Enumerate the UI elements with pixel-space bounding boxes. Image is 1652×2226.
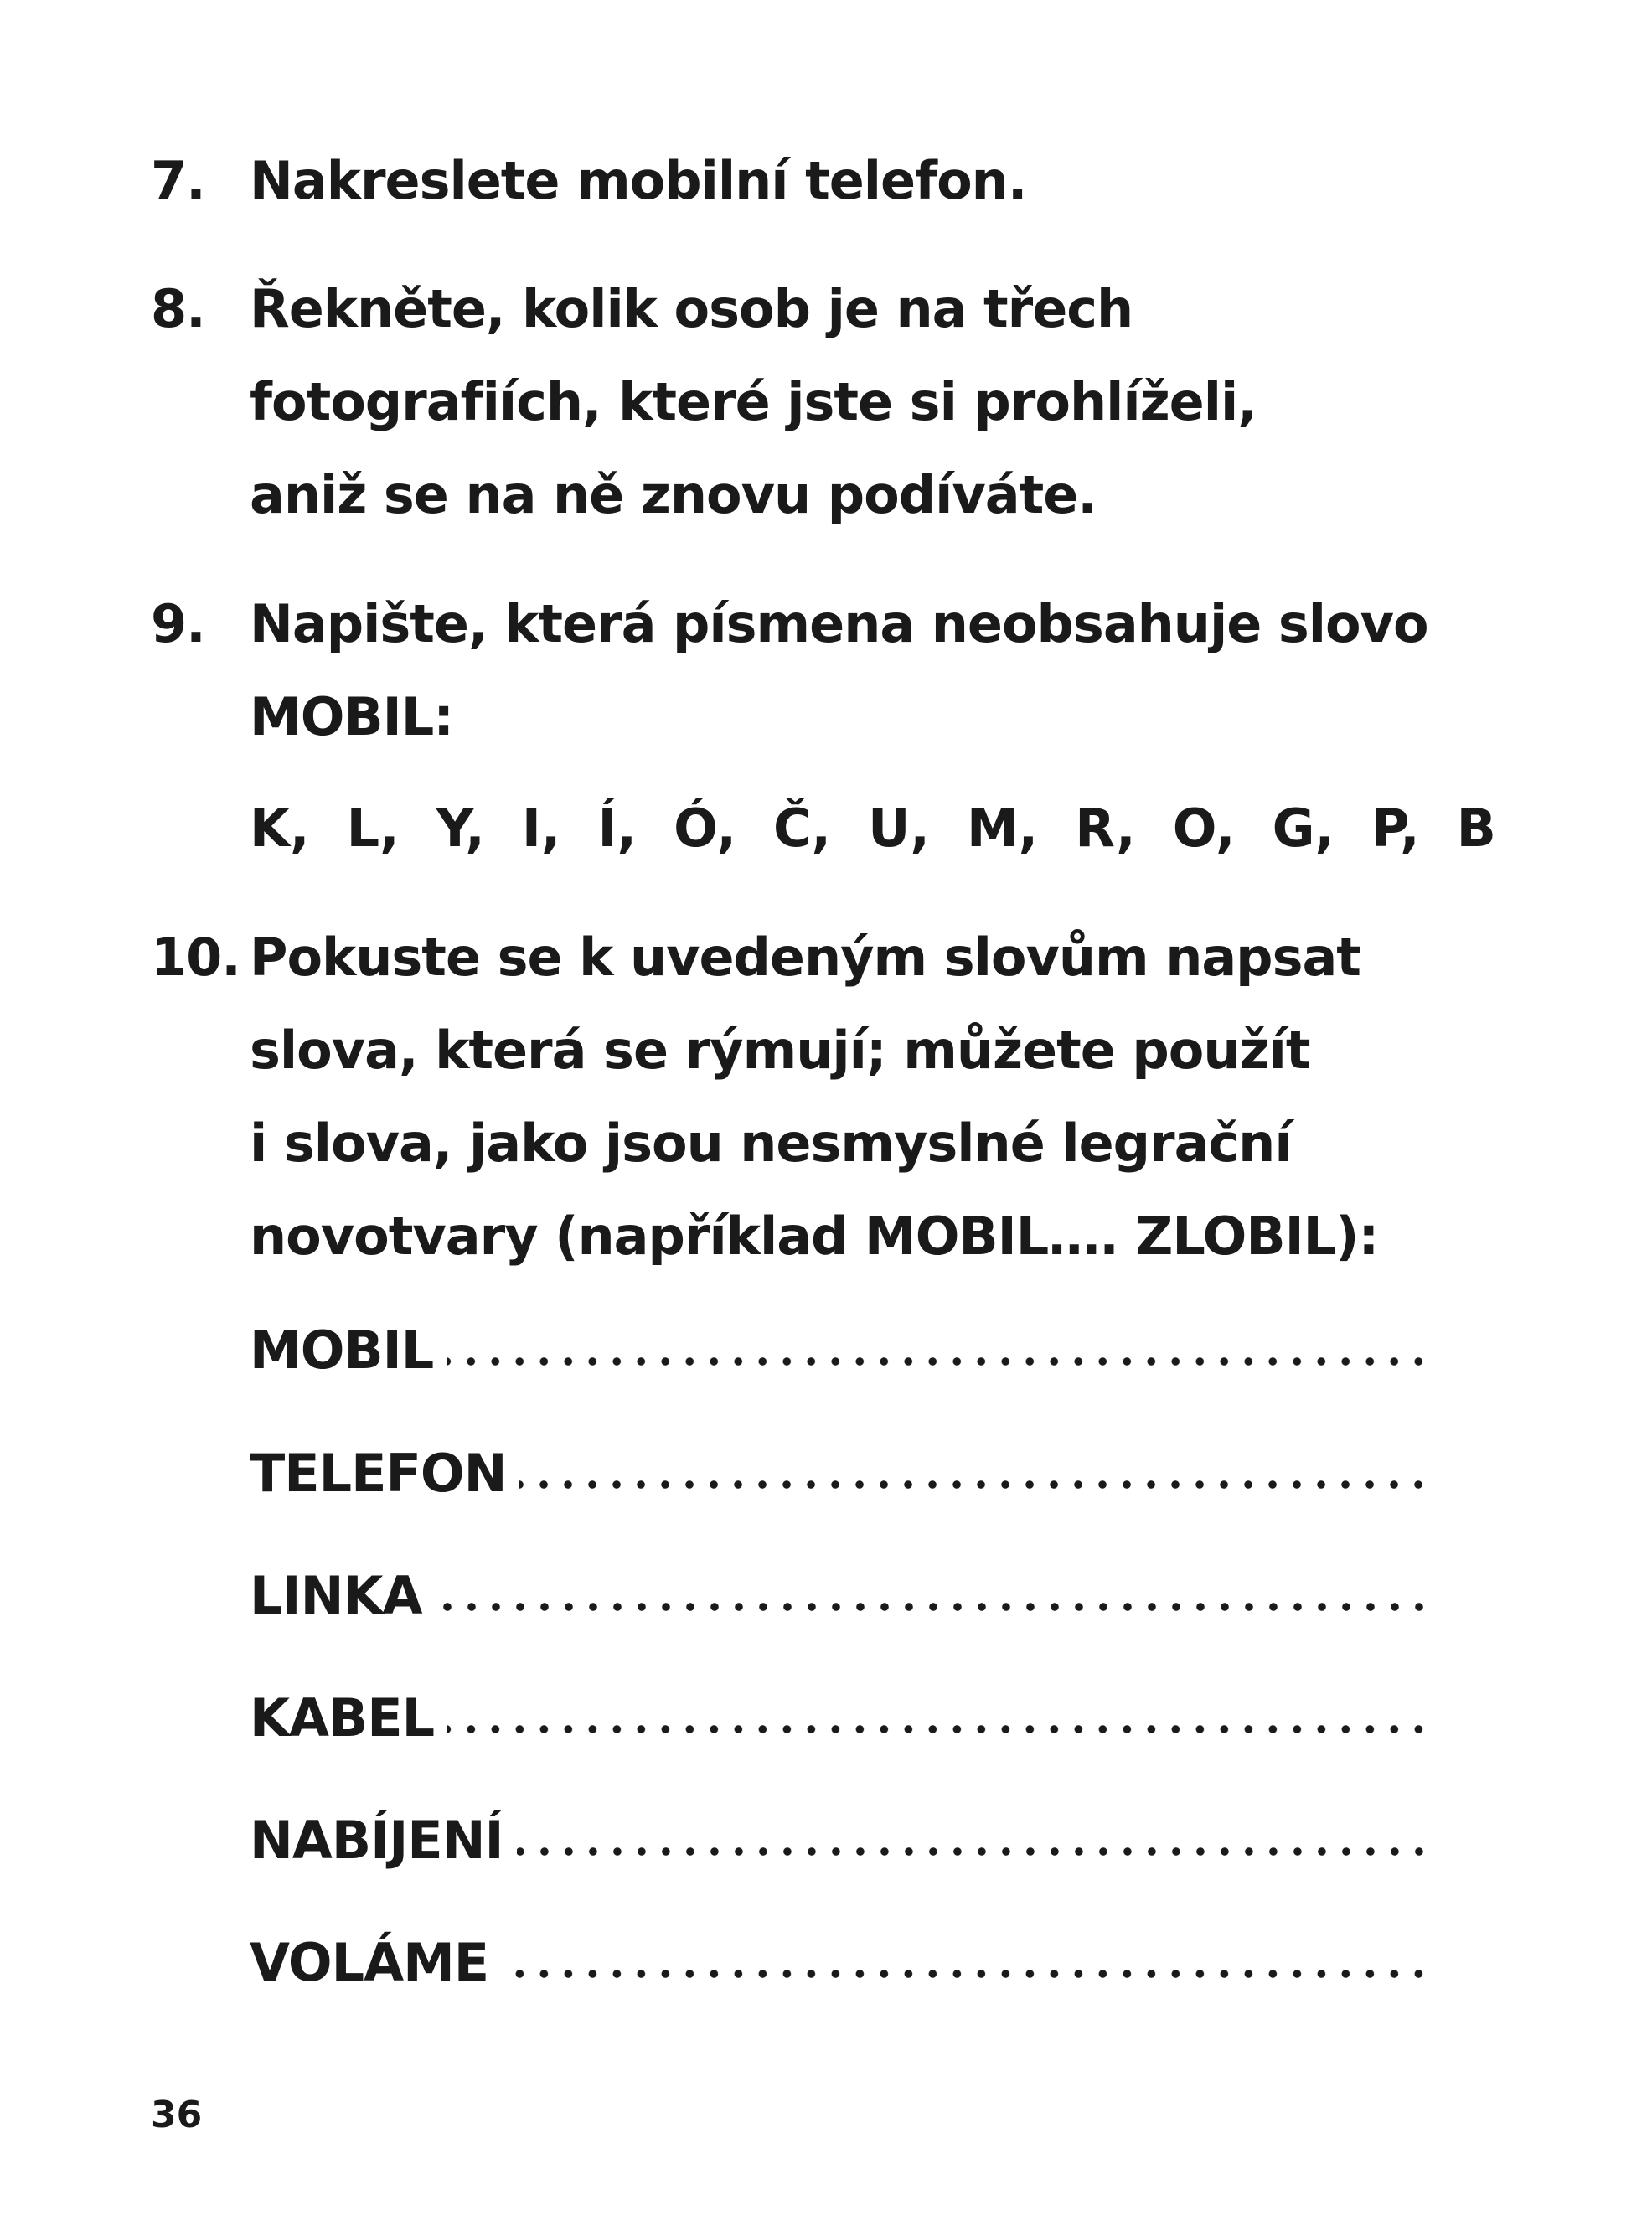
task-line: slova, která se rýmují; můžete použít bbox=[250, 1020, 1310, 1081]
rhyme-word: KABEL bbox=[250, 1687, 435, 1748]
task-text bbox=[250, 134, 1474, 227]
rhyme-word: VOLÁME bbox=[250, 1932, 489, 1993]
letter-item: M, bbox=[966, 798, 1039, 859]
task-line: Pokuste se k uvedeným slovům napsat bbox=[250, 927, 1360, 988]
rhyme-answer-line[interactable] bbox=[250, 1432, 1431, 1516]
rhyme-answer-line[interactable] bbox=[250, 1676, 1431, 1760]
rhyme-word: TELEFON bbox=[250, 1443, 507, 1504]
letter-item: L, bbox=[346, 798, 400, 859]
letter-item: Č, bbox=[773, 798, 832, 859]
task-number: 8. bbox=[151, 278, 205, 339]
rhyme-word: LINKA bbox=[250, 1565, 422, 1626]
dotted-answer-field[interactable] bbox=[436, 1598, 1432, 1615]
letter-item: R, bbox=[1075, 798, 1136, 859]
task-10 bbox=[151, 911, 1474, 1283]
page-number: 36 bbox=[151, 2094, 203, 2136]
task-line: aniž se na ně znovu podíváte. bbox=[250, 464, 1097, 525]
task-line: MOBIL: bbox=[250, 686, 454, 747]
task-8 bbox=[151, 262, 1474, 541]
rhyme-answer-line[interactable] bbox=[250, 1309, 1431, 1392]
task-line: fotografiích, které jste si prohlíželi, bbox=[250, 371, 1257, 432]
letter-item: Y, bbox=[436, 798, 485, 859]
task-line: Řekněte, kolik osob je na třech bbox=[250, 278, 1133, 339]
letter-item: Í, bbox=[597, 798, 638, 859]
letter-list bbox=[250, 782, 1496, 875]
letter-item: G, bbox=[1272, 798, 1335, 859]
dotted-answer-field[interactable] bbox=[447, 1353, 1431, 1370]
dotted-answer-field[interactable] bbox=[519, 1476, 1431, 1493]
letter-item: P, bbox=[1371, 798, 1420, 859]
letter-item: Ó, bbox=[674, 798, 737, 859]
task-text bbox=[250, 262, 1474, 541]
dotted-answer-field[interactable] bbox=[447, 1721, 1431, 1738]
dotted-answer-field[interactable] bbox=[502, 1965, 1431, 1982]
task-text bbox=[250, 577, 1474, 763]
task-text bbox=[250, 911, 1474, 1283]
task-line: novotvary (například MOBIL…. ZLOBIL): bbox=[250, 1206, 1379, 1267]
letter-item: B bbox=[1456, 798, 1496, 859]
rhyme-word: NABÍJENÍ bbox=[250, 1810, 503, 1871]
rhyme-answer-line[interactable] bbox=[250, 1799, 1431, 1883]
dotted-answer-field[interactable] bbox=[517, 1843, 1431, 1860]
rhyme-answer-line[interactable] bbox=[250, 1554, 1431, 1638]
task-number: 7. bbox=[151, 150, 205, 211]
letter-item: I, bbox=[521, 798, 561, 859]
letter-item: K, bbox=[250, 798, 310, 859]
letter-item: O, bbox=[1172, 798, 1236, 859]
rhyme-word: MOBIL bbox=[250, 1320, 434, 1381]
rhyme-answer-line[interactable] bbox=[250, 1921, 1431, 2005]
task-line: i slova, jako jsou nesmyslné legrační bbox=[250, 1113, 1292, 1174]
task-number: 9. bbox=[151, 593, 205, 654]
task-line: Napište, která písmena neobsahuje slovo bbox=[250, 593, 1428, 654]
task-7 bbox=[151, 134, 1474, 227]
task-line: Nakreslete mobilní telefon. bbox=[250, 150, 1027, 211]
task-9 bbox=[151, 577, 1474, 763]
letter-item: U, bbox=[868, 798, 930, 859]
task-number: 10. bbox=[151, 927, 240, 988]
